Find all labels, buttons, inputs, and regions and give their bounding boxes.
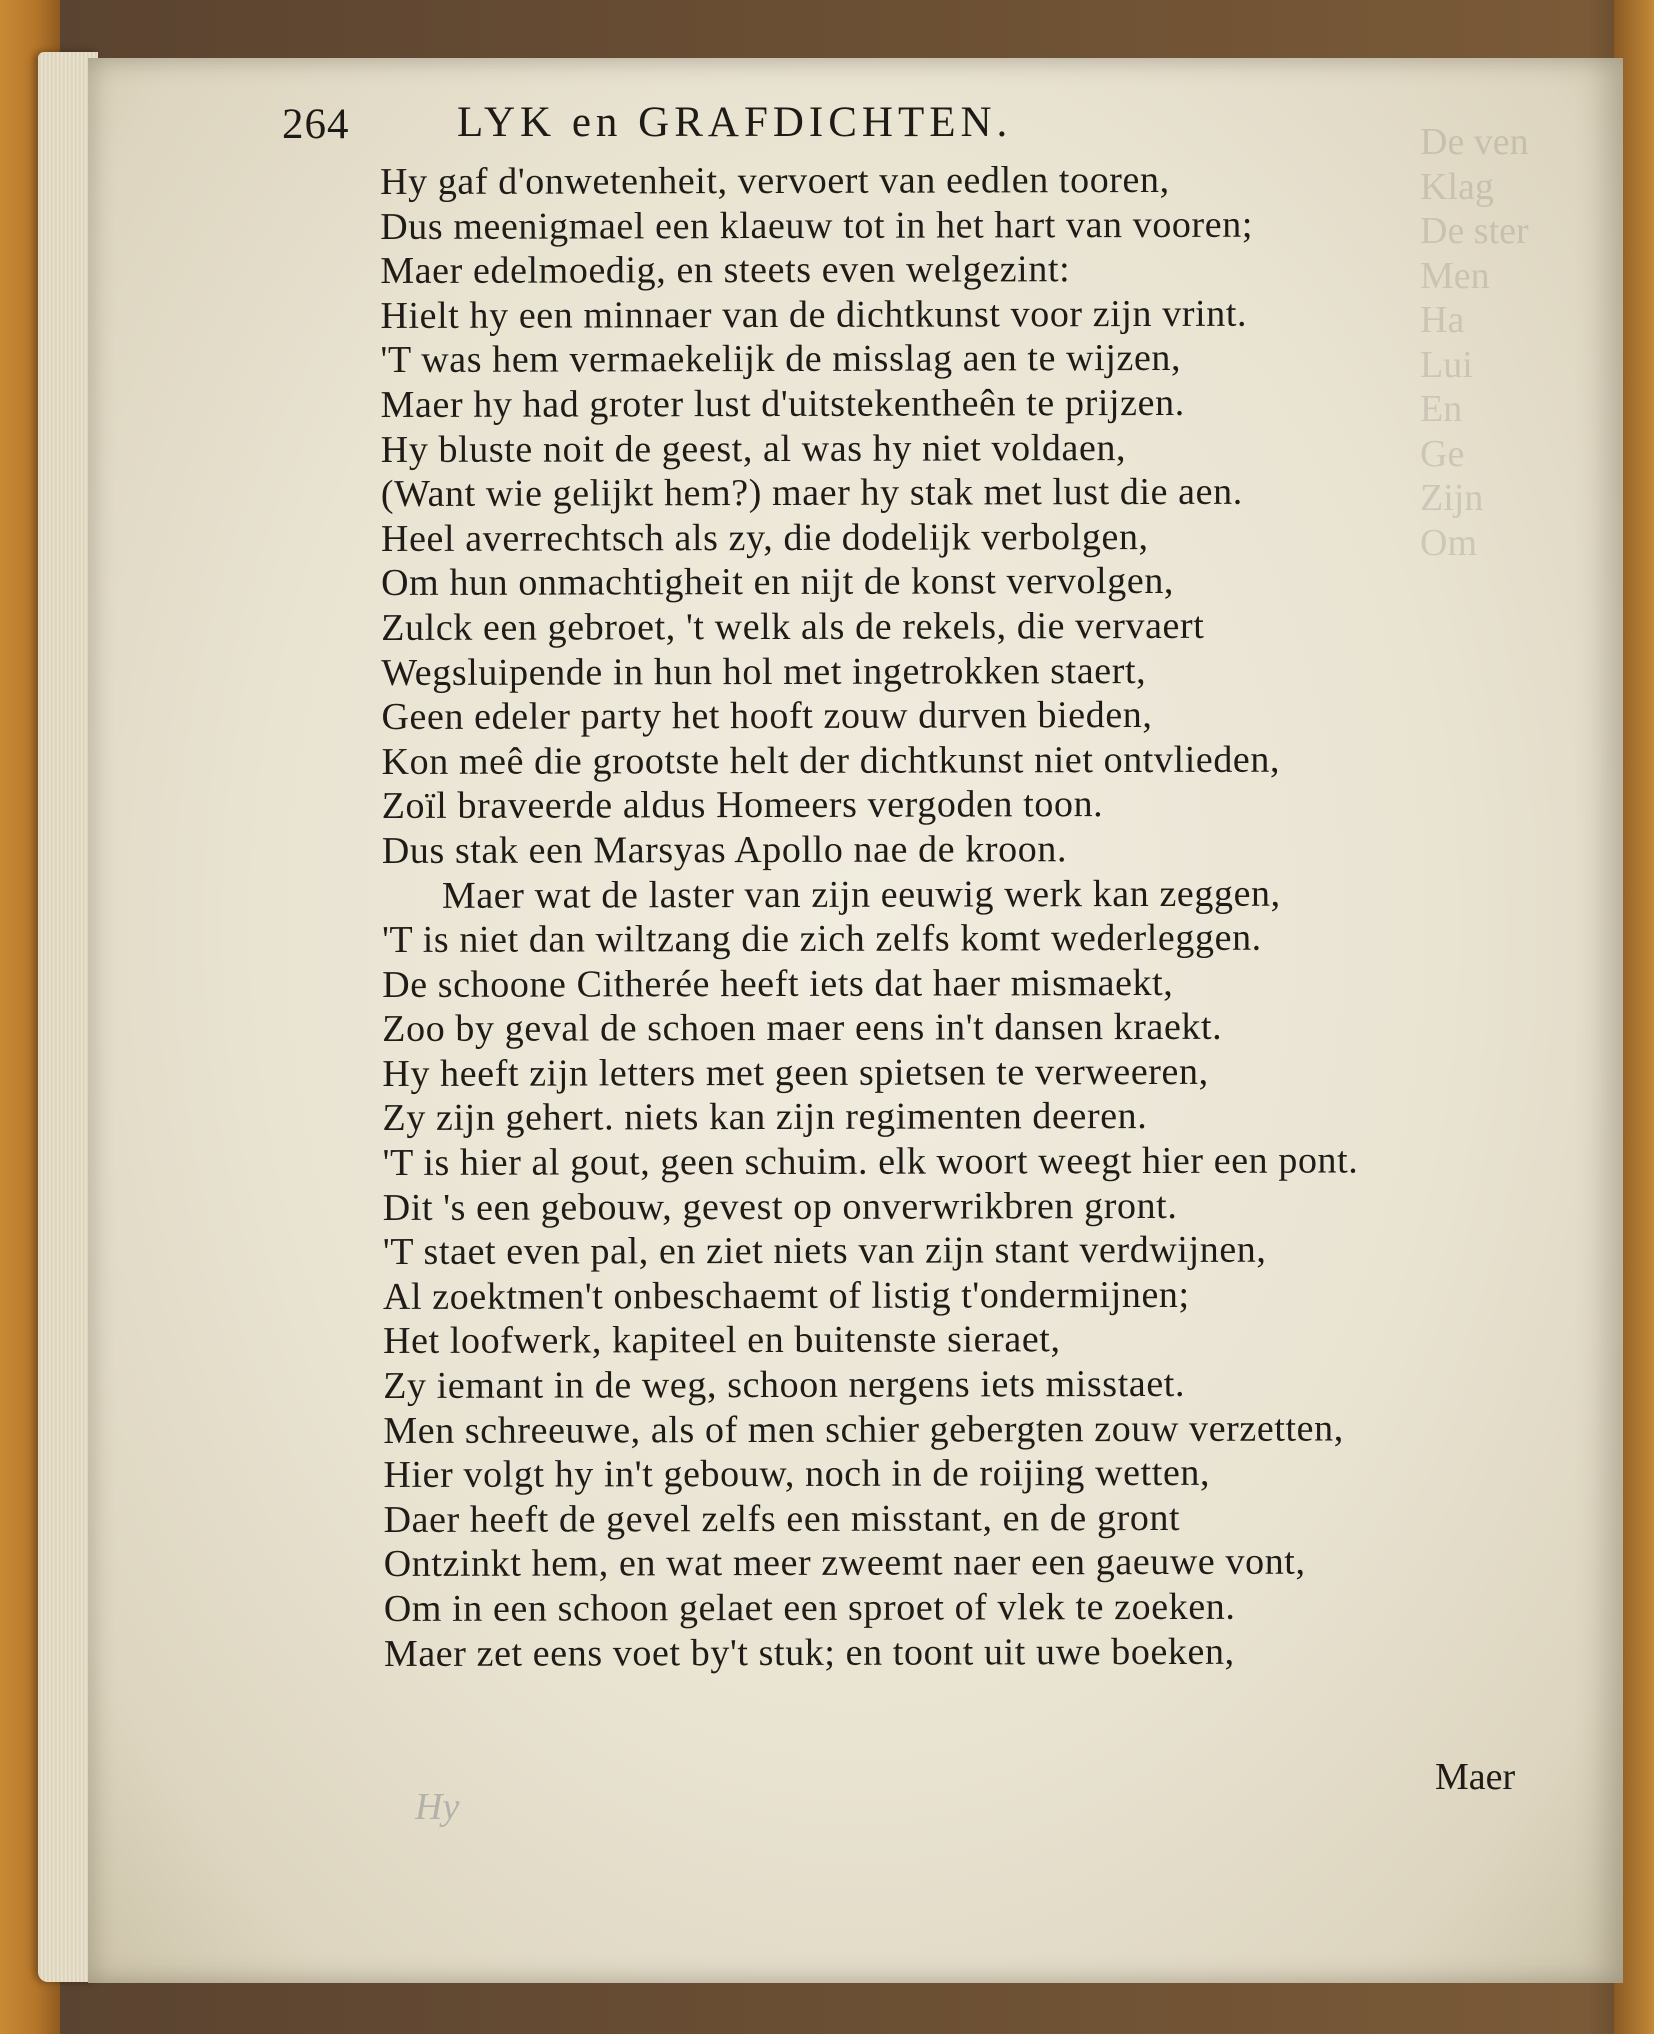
- verse-line: Geen edeler party het hooft zouw durven bieden,: [381, 694, 1153, 739]
- verse-line: Hy bluste noit de geest, al was hy niet voldaen,: [380, 426, 1127, 471]
- verse-line: Het loofwerk, kapiteel en buitenste sieraet,: [383, 1318, 1061, 1363]
- running-title: LYK en GRAFDICHTEN.: [457, 99, 1013, 146]
- verse-line: Al zoektmen't onbeschaemt of listig t'ondermijnen;: [382, 1273, 1190, 1318]
- verse-line: 'T staet even pal, en ziet niets van zijn stant verdwijnen,: [382, 1228, 1267, 1274]
- verse-line: Dus meenigmael een klaeuw tot in het hart van vooren;: [380, 203, 1254, 248]
- verse-line: 'T is hier al gout, geen schuim. elk woort weegt hier een pont.: [382, 1139, 1359, 1185]
- verse-line: Hy heeft zijn letters met geen spietsen te verweeren,: [382, 1050, 1209, 1095]
- verse-line: Men schreeuwe, als of men schier gebergten zouw verzetten,: [383, 1407, 1344, 1452]
- verse-line: Zy zijn gehert. niets kan zijn regimenten deeren.: [382, 1095, 1148, 1140]
- page-number: 264: [282, 101, 350, 148]
- verse-line: Zulck een gebroet, 't welk als de rekels, die vervaert: [381, 604, 1205, 649]
- verse-line: Hier volgt hy in't gebouw, noch in de roijing wetten,: [383, 1452, 1211, 1497]
- bleed-through-text: De ven Klag De ster Men Ha Lui En Ge Zijn Om: [1420, 121, 1529, 564]
- bleed-through-signature: Hy: [415, 1786, 460, 1828]
- catchword: Maer: [1435, 1756, 1516, 1798]
- verse-line: Heel averrechtsch als zy, die dodelijk verbolgen,: [380, 515, 1149, 560]
- verse-line: Wegsluipende in hun hol met ingetrokken staert,: [381, 649, 1147, 694]
- page-header: [282, 100, 1282, 160]
- verse-line: Maer wat de laster van zijn eeuwig werk kan zeggen,: [441, 872, 1281, 917]
- verse-line: Dit 's een gebouw, gevest op onverwrikbren gront.: [382, 1184, 1178, 1229]
- verse-body: [380, 157, 1524, 1676]
- verse-line: Om hun onmachtigheit en nijt de konst vervolgen,: [381, 560, 1175, 605]
- verse-line: Kon meê die grootste helt der dichtkunst niet ontvlieden,: [381, 738, 1281, 783]
- verse-line: Maer edelmoedig, en steets even welgezint:: [380, 248, 1071, 293]
- verse-line: Om in een schoon gelaet een sproet of vlek te zoeken.: [383, 1585, 1236, 1630]
- verse-line: 'T was hem vermaekelijk de misslag aen te wijzen,: [380, 337, 1182, 382]
- verse-line: Hielt hy een minnaer van de dichtkunst voor zijn vrint.: [380, 292, 1248, 337]
- verse-line: Zy iemant in de weg, schoon nergens iets misstaet.: [383, 1362, 1186, 1408]
- verse-line: De schoone Citherée heeft iets dat haer mismaekt,: [382, 961, 1174, 1006]
- verse-line: Daer heeft de gevel zelfs een misstant, en de gront: [383, 1496, 1181, 1541]
- verse-line: (Want wie gelijkt hem?) maer hy stak met lust die aen.: [380, 470, 1243, 516]
- verse-line: Zoo by geval de schoen maer eens in't dansen kraekt.: [382, 1006, 1223, 1051]
- verse-line: Hy gaf d'onwetenheit, vervoert van eedlen tooren,: [380, 158, 1170, 203]
- verse-line: Dus stak een Marsyas Apollo nae de kroon.: [381, 828, 1068, 872]
- verse-line: Maer zet eens voet by't stuk; en toont uit uwe boeken,: [383, 1630, 1235, 1675]
- verse-line: Zoïl braveerde aldus Homeers vergoden toon.: [381, 783, 1104, 828]
- verse-line: Maer hy had groter lust d'uitstekentheên te prijzen.: [380, 381, 1185, 426]
- verse-line: 'T is niet dan wiltzang die zich zelfs komt wederleggen.: [381, 916, 1262, 962]
- verse-line: Ontzinkt hem, en wat meer zweemt naer een gaeuwe vont,: [383, 1540, 1306, 1586]
